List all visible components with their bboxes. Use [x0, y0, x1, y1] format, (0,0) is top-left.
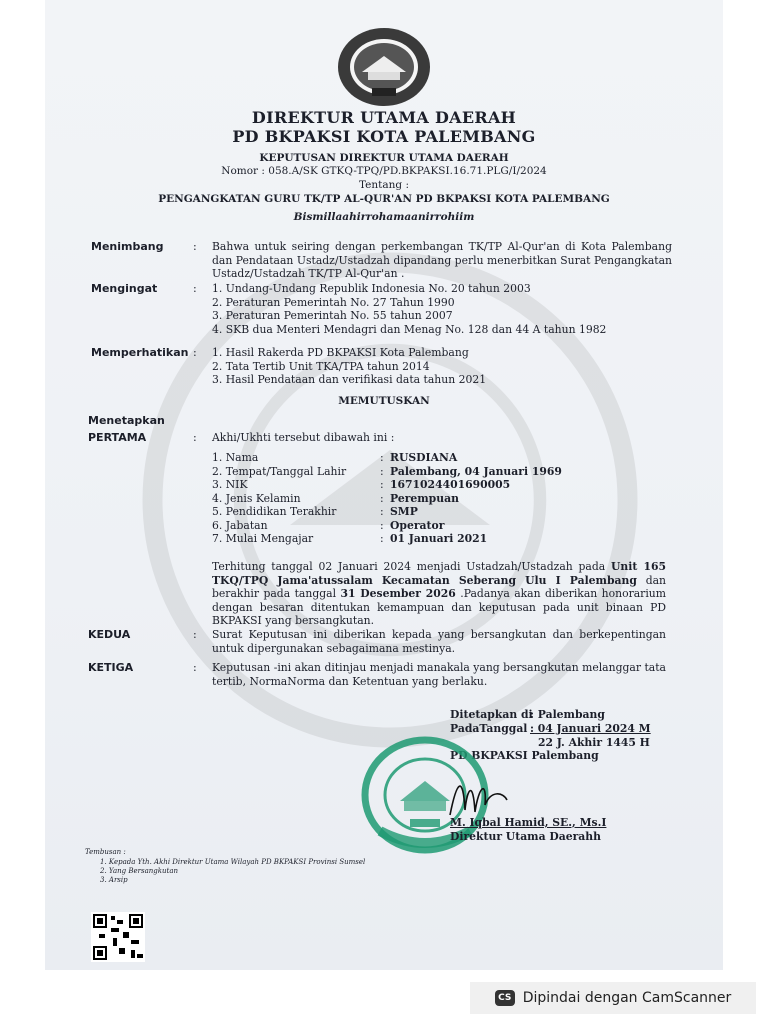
colon: :	[193, 240, 197, 253]
pertama-label: PERTAMA	[88, 431, 147, 444]
memperhatikan-list	[212, 346, 672, 387]
kedua-label: KEDUA	[88, 628, 131, 641]
field-value: Perempuan	[390, 491, 459, 505]
paragraph-text: .Padanya akan diberikan honorarium dengan besaran ditentukan kemampuan dan keputusan pada unit binaan PD BKPAKSI yang bersangkutan.	[212, 587, 666, 627]
unit-name: Unit 165 TKQ/TPQ Jama'atussalam Kecamatan Seberang Ulu I Palembang	[212, 560, 666, 587]
camscanner-watermark	[470, 982, 756, 1014]
paragraph-text: Terhitung tanggal 02 Januari 2024 menjadi Ustadzah/Ustadzah pada	[212, 560, 611, 573]
list-item: 3. Arsip	[100, 876, 128, 884]
table-row	[212, 532, 672, 546]
field-label: 2. Tempat/Tanggal Lahir	[212, 464, 347, 478]
signatory-name: M. Iqbal Hamid, SE., Ms.I	[450, 816, 607, 829]
mengingat-label: Mengingat	[91, 282, 158, 295]
field-value: 01 Januari 2021	[390, 532, 488, 545]
place-label: Ditetapkan di	[450, 708, 533, 721]
kedua-text: Surat Keputusan ini diberikan kepada yang bersangkutan dan berkepentingan untuk dipergunakan sebagaimana mestinya.	[212, 628, 666, 655]
decree-number: Nomor : 058.A/SK GTKQ-TPQ/PD.BKPAKSI.16.71.PLG/I/2024	[221, 165, 547, 177]
table-row	[212, 465, 672, 479]
menimbang-text: Bahwa untuk seiring dengan perkembangan TK/TP Al-Qur'an di Kota Palembang dan Pendataan Ustadz/Ustadzah dipandang perlu menerbitkan Surat Pengangkatan Ustadz/Ustadzah TK/TP Al-Qur'an .	[212, 240, 672, 280]
colon: :	[380, 518, 384, 532]
menetapkan-label: Menetapkan	[88, 414, 165, 427]
list-item: 1. Kepada Yth. Akhi Direktur Utama Wilayah PD BKPAKSI Provinsi Sumsel	[100, 858, 366, 866]
field-value: 1671024401690005	[390, 478, 511, 491]
field-label: 7. Mulai Mengajar	[212, 532, 314, 545]
list-item: 4. SKB dua Menteri Mendagri dan Menag No. 128 dan 44 A tahun 1982	[212, 322, 607, 336]
field-label: 4. Jenis Kelamin	[212, 491, 301, 505]
colon: :	[193, 628, 197, 641]
list-item: 2. Peraturan Pemerintah No. 27 Tahun 1990	[212, 295, 455, 309]
decree-title: KEPUTUSAN DIREKTUR UTAMA DAERAH	[259, 152, 509, 164]
qr-code-icon	[91, 912, 145, 962]
field-value: SMP	[390, 505, 418, 518]
menimbang-label: Menimbang	[91, 240, 164, 253]
list-item: 3. Hasil Pendataan dan verifikasi data tahun 2021	[212, 373, 487, 386]
colon: :	[380, 478, 384, 491]
header-title-2: PD BKPAKSI KOTA PALEMBANG	[232, 127, 536, 146]
colon: :	[380, 532, 384, 545]
pertama-intro: Akhi/Ukhti tersebut dibawah ini :	[212, 431, 395, 444]
paragraph-text: dan berakhir pada tanggal	[212, 573, 667, 600]
field-label: 3. NIK	[212, 478, 248, 491]
mengingat-list	[212, 282, 672, 336]
table-row	[212, 505, 672, 519]
colon: :	[380, 505, 384, 518]
field-value: Palembang, 04 Januari 1969	[390, 464, 562, 478]
list-item: 1. Hasil Rakerda PD BKPAKSI Kota Palembang	[212, 346, 469, 359]
field-label: 5. Pendidikan Terakhir	[212, 505, 337, 518]
end-date: 31 Desember 2026	[340, 587, 456, 600]
header-title-1: DIREKTUR UTAMA DAERAH	[251, 108, 517, 127]
camscanner-logo-icon: CS	[495, 990, 515, 1006]
colon: :	[380, 451, 384, 464]
hijri-date: 22 J. Akhir 1445 H	[538, 736, 650, 749]
pertama-paragraph	[212, 560, 666, 628]
table-row	[212, 451, 672, 465]
bkpaksi-logo-icon	[336, 26, 432, 108]
identity-table	[212, 451, 672, 546]
colon: :	[193, 431, 197, 444]
memperhatikan-label: Memperhatikan	[91, 346, 189, 359]
date-label: PadaTanggal	[450, 722, 528, 735]
ketiga-label: KETIGA	[88, 661, 134, 674]
bismillah: Bismillaahirrohamaanirrohiim	[293, 211, 475, 223]
field-value: Operator	[390, 518, 445, 532]
tembusan-label: Tembusan :	[85, 848, 126, 856]
colon: :	[193, 346, 197, 359]
table-row	[212, 492, 672, 506]
camscanner-text: Dipindai dengan CamScanner	[522, 990, 732, 1006]
table-row	[212, 478, 672, 492]
field-label: 6. Jabatan	[212, 518, 268, 532]
date-value: : 04 Januari 2024 M	[530, 722, 651, 735]
list-item: 1. Undang-Undang Republik Indonesia No. 20 tahun 2003	[212, 282, 531, 295]
memutuskan-heading: MEMUTUSKAN	[338, 395, 430, 407]
ketiga-text: Keputusan -ini akan ditinjau menjadi manakala yang bersangkutan melanggar tata tertib, NormaNorma dan Ketentuan yang berlaku.	[212, 661, 666, 688]
list-item: 2. Tata Tertib Unit TKA/TPA tahun 2014	[212, 359, 430, 373]
signatory-position: Direktur Utama Daerahh	[450, 830, 601, 843]
list-item: 3. Peraturan Pemerintah No. 55 tahun 2007	[212, 309, 453, 322]
colon: :	[193, 282, 197, 295]
decree-subject: PENGANGKATAN GURU TK/TP AL-QUR'AN PD BKPAKSI KOTA PALEMBANG	[158, 193, 610, 205]
list-item: 2. Yang Bersangkutan	[100, 867, 179, 875]
signature-org: PD BKPAKSI Palembang	[450, 749, 599, 762]
field-label: 1. Nama	[212, 451, 259, 464]
colon: :	[193, 661, 197, 674]
colon: :	[380, 491, 384, 505]
place-value: : Palembang	[530, 708, 605, 721]
table-row	[212, 519, 672, 533]
field-value: RUSDIANA	[390, 451, 458, 464]
tembusan-list	[100, 858, 365, 885]
tentang-label: Tentang :	[358, 179, 409, 191]
colon: :	[380, 464, 384, 478]
